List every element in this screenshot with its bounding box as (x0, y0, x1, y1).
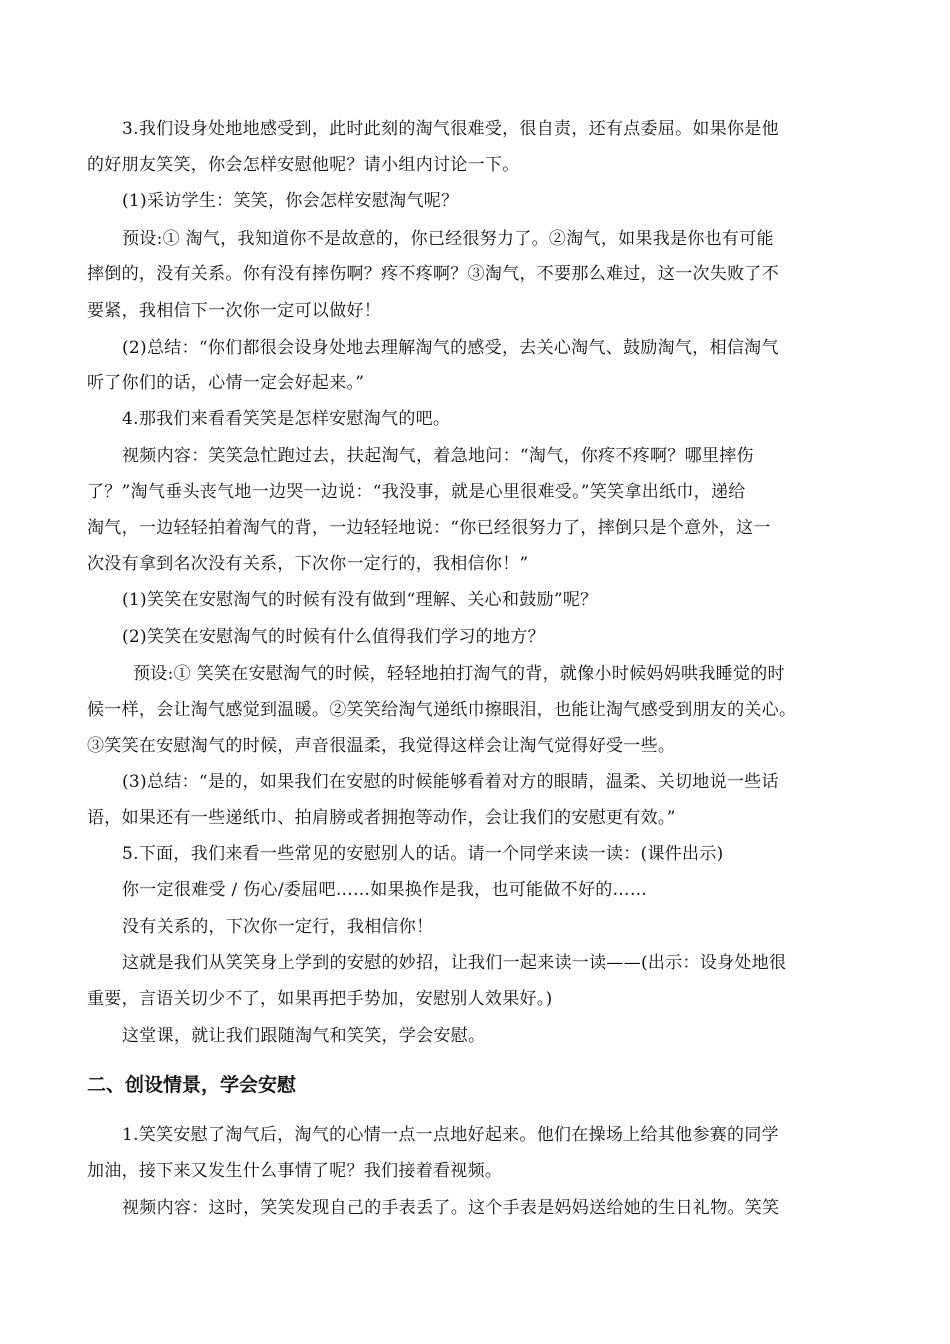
text-line: (3)总结：“是的，如果我们在安慰的时候能够看着对方的眼睛，温柔、关切地说一些话 (122, 772, 779, 792)
text-line: 的好朋友笑笑，你会怎样安慰他呢？请小组内讨论一下。 (87, 155, 520, 175)
text-line: 语，如果还有一些递纸巾、拍肩膀或者拥抱等动作，会让我们的安慰更有效。” (87, 808, 676, 828)
text-line: 3.我们设身处地地感受到，此时此刻的淘气很难受，很自责，还有点委屈。如果你是他 (122, 119, 779, 139)
text-line: 次没有拿到名次没有关系，下次你一定行的，我相信你！” (87, 554, 529, 574)
text-line: 候一样，会让淘气感觉到温暖。②笑笑给淘气递纸巾擦眼泪，也能让淘气感受到朋友的关心。 (87, 700, 797, 720)
text-line: 这就是我们从笑笑身上学到的安慰的妙招，让我们一起来读一读——(出示：设身处地很 (122, 953, 787, 973)
text-line: 4.那我们来看看笑笑是怎样安慰淘气的吧。 (122, 409, 451, 429)
text-line: 预设:① 笑笑在安慰淘气的时候，轻轻地拍打淘气的背，就像小时候妈妈哄我睡觉的时 (133, 664, 785, 684)
section-heading: 二、创设情景，学会安慰 (87, 1074, 297, 1096)
text-line: (2)笑笑在安慰淘气的时候有什么值得我们学习的地方？ (122, 627, 545, 647)
text-line: (1)笑笑在安慰淘气的时候有没有做到“理解、关心和鼓励”呢？ (122, 590, 598, 610)
text-line: 预设:① 淘气，我知道你不是故意的，你已经很努力了。②淘气，如果我是你也有可能 (122, 229, 774, 249)
text-line: 听了你们的话，心情一定会好起来。” (87, 373, 365, 393)
text-line: 你一定很难受 / 伤心/委屈吧……如果换作是我，也可能做不好的…… (122, 880, 648, 900)
text-line: 淘气，一边轻轻拍着淘气的背，一边轻轻地说：“你已经很努力了，摔倒只是个意外，这一 (87, 518, 771, 538)
text-line: 视频内容：这时，笑笑发现自己的手表丢了。这个手表是妈妈送给她的生日礼物。笑笑 (122, 1198, 780, 1218)
text-line: 重要，言语关切少不了，如果再把手势加，安慰别人效果好。) (87, 989, 553, 1009)
text-line: 5.下面，我们来看一些常见的安慰别人的话。请一个同学来读一读：(课件出示) (122, 844, 724, 864)
text-line: 1.笑笑安慰了淘气后，淘气的心情一点一点地好起来。他们在操场上给其他参赛的同学 (122, 1125, 779, 1145)
text-line: 没有关系的，下次你一定行，我相信你！ (122, 917, 434, 937)
text-line: (1)采访学生：笑笑，你会怎样安慰淘气呢？ (122, 191, 459, 211)
text-line: 加油，接下来又发生什么事情了呢？我们接着看视频。 (87, 1161, 503, 1181)
text-line: 这堂课，就让我们跟随淘气和笑笑，学会安慰。 (122, 1026, 486, 1046)
text-line: ③笑笑在安慰淘气的时候，声音很温柔，我觉得这样会让淘气觉得好受一些。 (87, 736, 676, 756)
text-line: 摔倒的，没有关系。你有没有摔伤啊？疼不疼啊？③淘气，不要那么难过，这一次失败了不 (87, 264, 779, 284)
text-line: 视频内容：笑笑急忙跑过去，扶起淘气，着急地问：“淘气，你疼不疼啊？哪里摔伤 (122, 446, 754, 466)
text-line: 了？”淘气垂头丧气地一边哭一边说：“我没事，就是心里很难受。”笑笑拿出纸巾，递给 (87, 482, 746, 502)
text-line: (2)总结：“你们都很会设身处地去理解淘气的感受，去关心淘气、鼓励淘气，相信淘气 (122, 338, 779, 358)
text-line: 要紧，我相信下一次你一定可以做好！ (87, 301, 382, 321)
